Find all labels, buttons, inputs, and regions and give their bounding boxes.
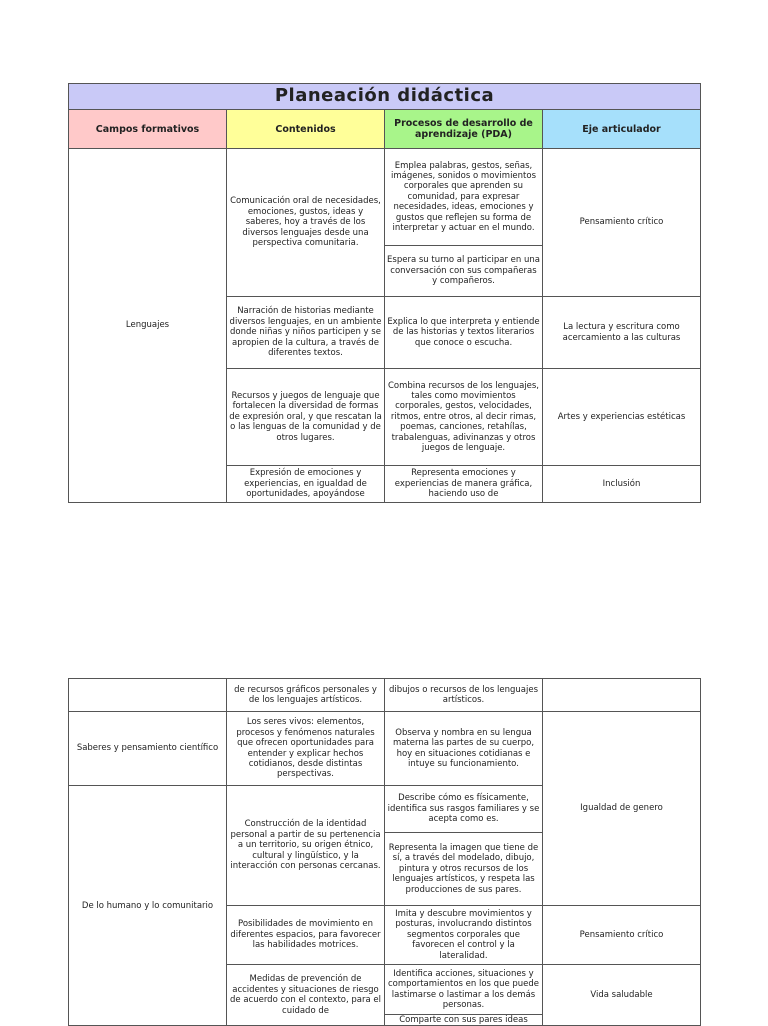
pda-representa-imagen: Representa la imagen que tiene de sí, a través del modelado, dibujo, pintura y otros recursos de los lenguajes artísticos, y respeta las producciones de sus pares. [385,833,543,906]
pda-combina-recursos: Combina recursos de los lenguajes, tales como movimientos corporales, gestos, velocidades, ritmos, entre otros, al decir rimas, poemas, canciones, retahílas, trabalenguas, adivinanzas y otros juegos de lenguaje. [385,369,543,466]
pda-espera-turno: Espera su turno al participar en una conversación con sus compañeras y compañeros. [385,246,543,297]
pda-continued: dibujos o recursos de los lenguajes artísticos. [385,679,543,712]
contenido-seres-vivos: Los seres vivos: elementos, procesos y fenómenos naturales que ofrecen oportunidades para entender y explicar hechos cotidianos, desde distintas perspectivas. [227,712,385,786]
contenido-prevencion: Medidas de prevención de accidentes y situaciones de riesgo de acuerdo con el contexto, para el cuidado de [227,965,385,1026]
pda-representa-emociones: Representa emociones y experiencias de manera gráfica, haciendo uso de [385,466,543,503]
contenido-narracion-historias: Narración de historias mediante diversos lenguajes, en un ambiente donde niñas y niños participen y se apropien de la cultura, a través de diferentes textos. [227,297,385,369]
campo-lenguajes: Lenguajes [69,149,227,503]
contenido-continued: de recursos gráficos personales y de los lenguajes artísticos. [227,679,385,712]
header-eje-articulador: Eje articulador [543,110,701,149]
planeacion-table-page-1 [68,83,701,503]
pda-emplea-palabras: Emplea palabras, gestos, señas, imágenes, sonidos o movimientos corporales que aprenden su comunidad, para expresar necesidades, ideas, emociones y gustos que reflejen su forma de interpretar y actuar en el mundo. [385,149,543,246]
pda-describe-fisicamente: Describe cómo es físicamente, identifica sus rasgos familiares y se acepta como es. [385,786,543,833]
eje-igualdad-genero: Igualdad de genero [543,712,701,906]
eje-artes-experiencias: Artes y experiencias estéticas [543,369,701,466]
header-campos-formativos: Campos formativos [69,110,227,149]
contenido-movimiento: Posibilidades de movimiento en diferentes espacios, para favorecer las habilidades motrices. [227,906,385,965]
eje-pensamiento-critico-2: Pensamiento crítico [543,906,701,965]
campo-saberes: Saberes y pensamiento científico [69,712,227,786]
pda-observa-nombra: Observa y nombra en su lengua materna las partes de su cuerpo, hoy en situaciones cotidianas e intuye su funcionamiento. [385,712,543,786]
table-title: Planeación didáctica [69,84,701,110]
header-pda: Procesos de desarrollo de aprendizaje (PDA) [385,110,543,149]
pda-identifica-acciones: Identifica acciones, situaciones y comportamientos en los que puede lastimarse o lastimar a los demás personas. [385,965,543,1015]
eje-inclusion: Inclusión [543,466,701,503]
pda-explica-interpreta: Explica lo que interpreta y entiende de las historias y textos literarios que conoce o escucha. [385,297,543,369]
eje-vida-saludable: Vida saludable [543,965,701,1026]
header-contenidos: Contenidos [227,110,385,149]
pda-comparte-pares: Comparte con sus pares ideas [385,1015,543,1026]
campo-lenguajes-continued [69,679,227,712]
eje-inclusion-continued [543,679,701,712]
contenido-recursos-juegos: Recursos y juegos de lenguaje que fortalecen la diversidad de formas de expresión oral, y que rescatan la o las lenguas de la comunidad y de otros lugares. [227,369,385,466]
eje-pensamiento-critico: Pensamiento crítico [543,149,701,297]
contenido-comunicacion-oral: Comunicación oral de necesidades, emociones, gustos, ideas y saberes, hoy a través de los diversos lenguajes desde una perspectiva comunitaria. [227,149,385,297]
campo-humano-comunitario: De lo humano y lo comunitario [69,786,227,1026]
pda-imita-descubre: Imita y descubre movimientos y posturas, involucrando distintos segmentos corporales que favorecen el control y la lateralidad. [385,906,543,965]
planeacion-table-page-2 [68,678,701,1026]
eje-lectura-escritura: La lectura y escritura como acercamiento a las culturas [543,297,701,369]
contenido-identidad: Construcción de la identidad personal a partir de su pertenencia a un territorio, su origen étnico, cultural y lingüístico, y la interacción con personas cercanas. [227,786,385,906]
contenido-expresion-emociones: Expresión de emociones y experiencias, en igualdad de oportunidades, apoyándose [227,466,385,503]
